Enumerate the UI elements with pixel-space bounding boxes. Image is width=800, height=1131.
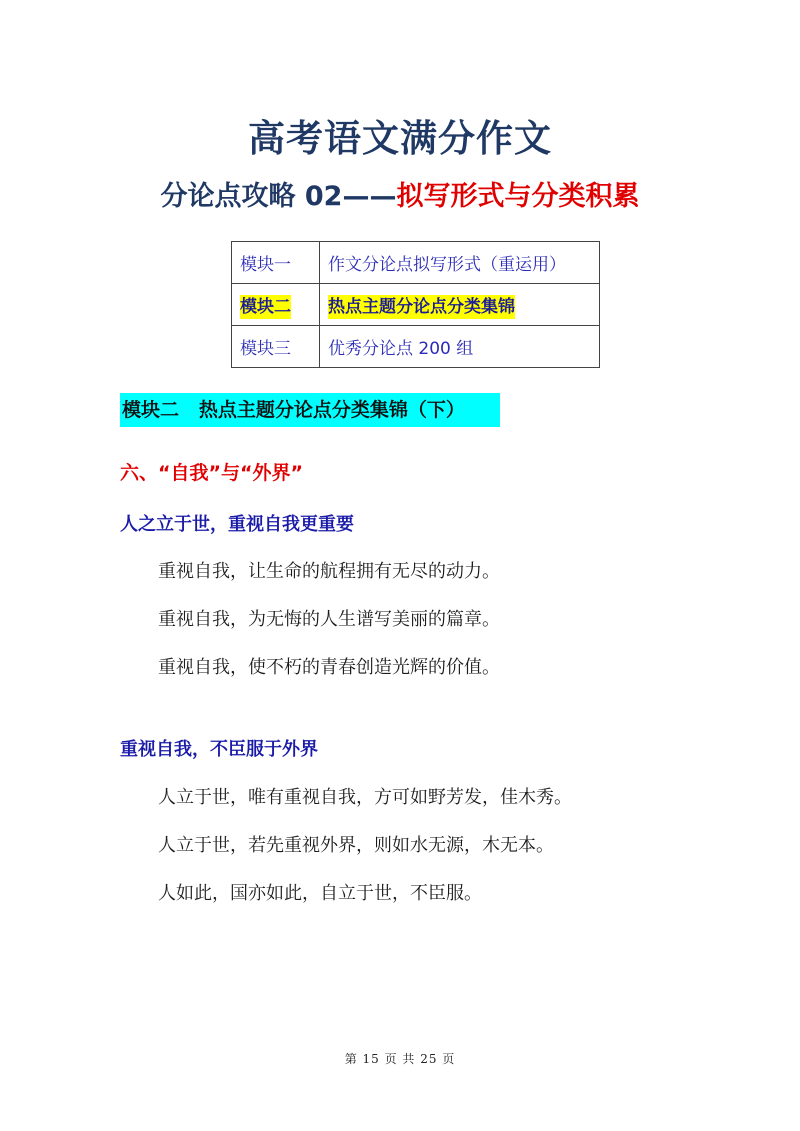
group-heading: 人之立于世，重视自我更重要 bbox=[120, 514, 354, 535]
paragraph-line: 人立于世，若先重视外界，则如水无源，木无本。 bbox=[158, 835, 554, 856]
module-desc-cell bbox=[320, 326, 600, 368]
document-title: 高考语文满分作文 bbox=[248, 117, 552, 160]
module-row bbox=[232, 242, 600, 284]
module-desc: 优秀分论点 200 组 bbox=[328, 339, 474, 359]
paragraph-line: 人立于世，唯有重视自我，方可如野芳发，佳木秀。 bbox=[158, 787, 572, 808]
module-name-cell bbox=[232, 326, 320, 368]
module-row bbox=[232, 326, 600, 368]
module-name-cell bbox=[232, 242, 320, 284]
paragraph-line: 重视自我，使不朽的青春创造光辉的价值。 bbox=[158, 657, 500, 678]
module-name: 模块二 bbox=[240, 297, 291, 317]
module-row-highlighted bbox=[232, 284, 600, 326]
topic-heading: 六、“自我”与“外界” bbox=[120, 462, 303, 484]
module-desc-cell bbox=[320, 242, 600, 284]
module-table bbox=[231, 241, 600, 368]
paragraph-line: 重视自我，让生命的航程拥有无尽的动力。 bbox=[158, 561, 500, 582]
subtitle-part-1: 分论点攻略 02—— bbox=[160, 181, 397, 212]
module-name: 模块一 bbox=[240, 255, 291, 275]
page-footer: 第 15 页 共 25 页 bbox=[344, 1052, 456, 1066]
module-desc: 作文分论点拟写形式（重运用） bbox=[328, 255, 566, 275]
module-desc-cell bbox=[320, 284, 600, 326]
section-banner-text: 模块二 热点主题分论点分类集锦（下） bbox=[122, 399, 465, 421]
module-desc: 热点主题分论点分类集锦 bbox=[328, 297, 515, 317]
section-banner bbox=[120, 393, 500, 427]
module-name-cell bbox=[232, 284, 320, 326]
paragraph-line: 人如此，国亦如此，自立于世，不臣服。 bbox=[158, 883, 482, 904]
group-heading: 重视自我，不臣服于外界 bbox=[120, 739, 318, 760]
module-name: 模块三 bbox=[240, 339, 291, 359]
paragraph-line: 重视自我，为无悔的人生谱写美丽的篇章。 bbox=[158, 609, 500, 630]
document-subtitle bbox=[0, 174, 800, 213]
subtitle-part-2: 拟写形式与分类积累 bbox=[396, 181, 640, 212]
